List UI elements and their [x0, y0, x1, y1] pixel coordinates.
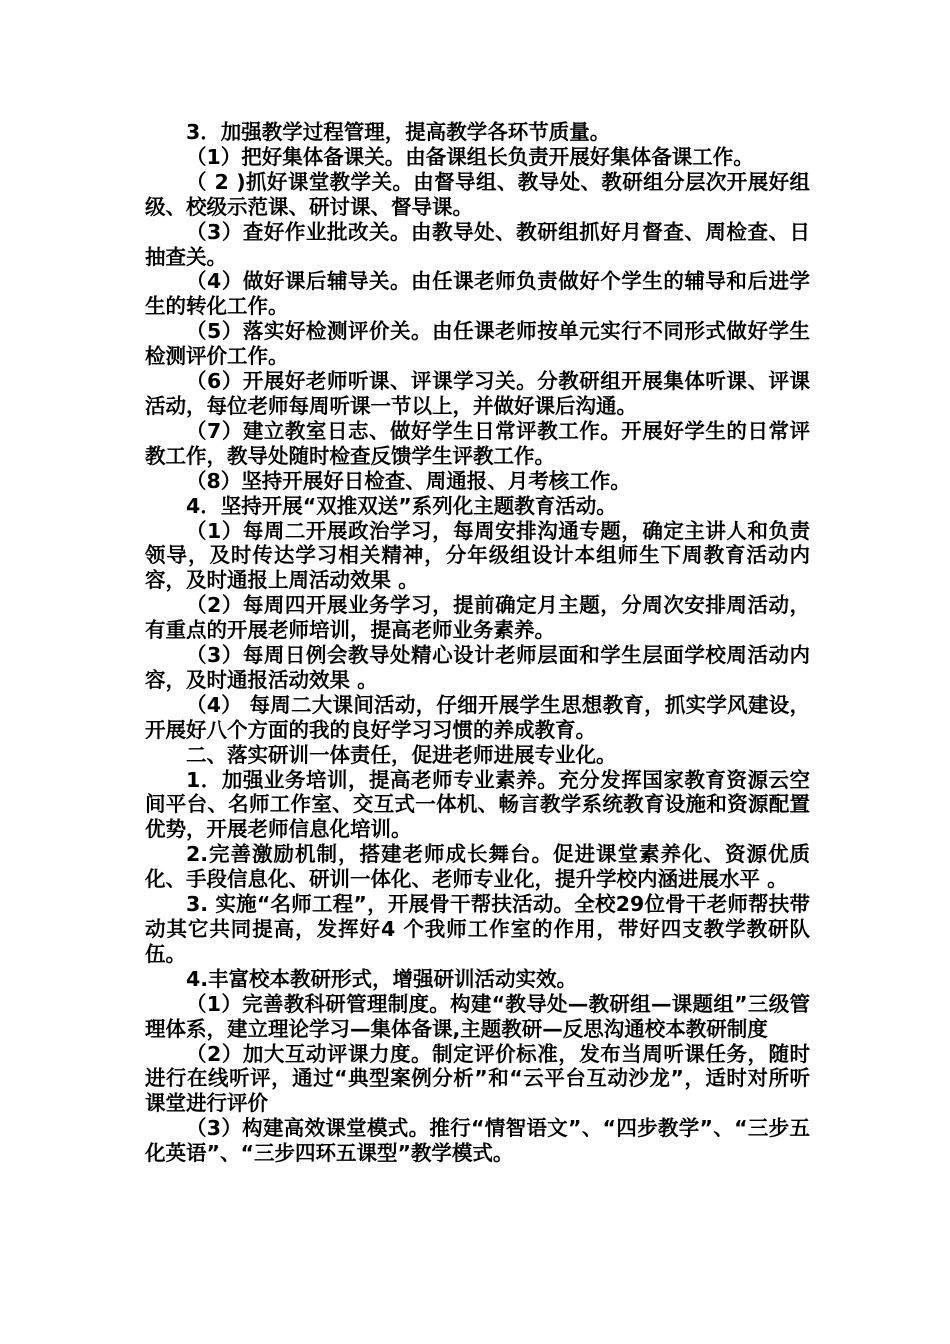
section-heading: 二、落实研训一体责任，促进老师进展专业化。: [186, 742, 617, 767]
paragraph-21: （2）加大互动评课力度。制定评价标准，发布当周听课任务，随时进行在线听评，通过“典型案例分析”和“云平台互动沙龙”，适时对所听课堂进行评价: [145, 1041, 810, 1116]
paragraph-6: （5）落实好检测评价关。由任课老师按单元实行不同形式做好学生检测评价工作。: [145, 319, 810, 369]
paragraph-13: （3）每周日例会教导处精心设计老师层面和学生层面学校周活动内容，及时通报活动效果 。: [145, 643, 810, 692]
paragraph-10: 4．坚持开展“双推双送”系列化主题教育活动。: [186, 493, 617, 518]
paragraph-12: （2）每周四开展业务学习，提前确定月主题，分周次安排周活动，有重点的开展老师培训，提高老师业务素养。: [145, 593, 810, 643]
paragraph-22: （3）构建高效课堂模式。推行“情智语文”、“四步教学”、“三步五化英语”、“三步四环五课型”教学模式。: [145, 1116, 810, 1166]
paragraph-3: （ 2 )抓好课堂教学关。由督导组、教导处、教研组分层次开展好组级、校级示范课、研讨课、督导课。: [145, 169, 810, 219]
paragraph-14: （4） 每周二大课间活动，仔细开展学生思想教育，抓实学风建设，开展好八个方面的我的良好学习习惯的养成教育。: [145, 692, 810, 742]
paragraph-8: （7）建立教室日志、做好学生日常评教工作。开展好学生的日常评教工作，教导处随时检查反馈学生评教工作。: [145, 418, 810, 468]
paragraph-2: （1）把好集体备课关。由备课组长负责开展好集体备课工作。: [186, 144, 754, 169]
paragraph-16: 1．加强业务培训，提高老师专业素养。充分发挥国家教育资源云空间平台、名师工作室、交互式一体机、畅言教学系统教育设施和资源配置优势，开展老师信息化培训。: [145, 767, 810, 842]
paragraph-4: （3）查好作业批改关。由教导处、教研组抓好月督查、周检查、日抽查关。: [145, 219, 810, 269]
paragraph-17: 2.完善激励机制，搭建老师成长舞台。促进课堂素养化、资源优质化、手段信息化、研训一体化、老师专业化，提升学校内涵进展水平 。: [145, 842, 810, 892]
paragraph-11: （1）每周二开展政治学习，每周安排沟通专题，确定主讲人和负责领导，及时传达学习相关精神，分年级组设计本组师生下周教育活动内容，及时通报上周活动效果 。: [145, 518, 810, 593]
paragraph-7: （6）开展好老师听课、评课学习关。分教研组开展集体听课、评课活动，每位老师每周听课一节以上，并做好课后沟通。: [145, 369, 810, 418]
paragraph-18: 3. 实施“名师工程”，开展骨干帮扶活动。全校29位骨干老师帮扶带动其它共同提高，发挥好4 个我师工作室的作用，带好四支教学教研队伍。: [145, 892, 810, 966]
paragraph-20: （1）完善教科研管理制度。构建“教导处—教研组—课题组”三级管理体系，建立理论学习—集体备课,主题教研—反思沟通校本教研制度: [145, 991, 810, 1041]
paragraph-5: （4）做好课后辅导关。由任课老师负责做好个学生的辅导和后进学生的转化工作。: [145, 269, 810, 319]
paragraph-19: 4.丰富校本教研形式，增强研训活动实效。: [186, 966, 578, 991]
paragraph-9: （8）坚持开展好日检查、周通报、月考核工作。: [186, 468, 631, 493]
paragraph-1: 3．加强教学过程管理，提高教学各环节质量。: [186, 120, 611, 144]
document-body: [145, 120, 810, 1166]
